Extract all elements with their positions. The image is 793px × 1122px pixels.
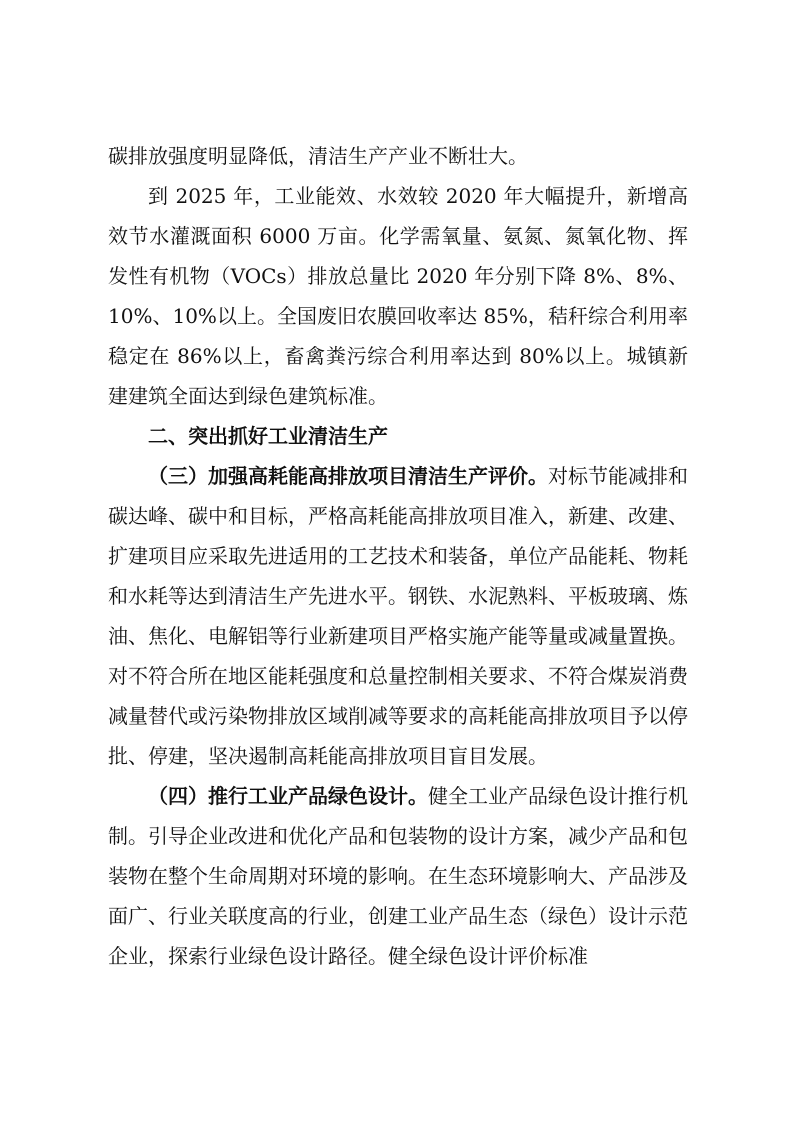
item-3-body: 对标节能减排和碳达峰、碳中和目标，严格高耗能高排放项目准入，新建、改建、扩建项目应采取先进适用的工艺技术和装备，单位产品能耗、物耗和水耗等达到清洁生产先进水平。钢铁、水泥熟料、平板玻璃、炼油、焦化、电解铝等行业新建项目严格实施产能等量或减量置换。对不符合所在地区能耗强度和总量控制相关要求、不符合煤炭消费减量替代或污染物排放区域削减等要求的高耗能高排放项目予以停批、停建，坚决遏制高耗能高排放项目盲目发展。 (108, 464, 688, 768)
item-3-paragraph (108, 456, 688, 776)
item-4-title: （四）推行工业产品绿色设计。 (148, 784, 428, 808)
item-4-body: 健全工业产品绿色设计推行机制。引导企业改进和优化产品和包装物的设计方案，减少产品和包装物在整个生命周期对环境的影响。在生态环境影响大、产品涉及面广、行业关联度高的行业，创建工业产品生态（绿色）设计示范企业，探索行业绿色设计路径。健全绿色设计评价标准 (108, 784, 688, 968)
item-3-title: （三）加强高耗能高排放项目清洁生产评价。 (148, 464, 548, 488)
section-heading: 二、突出抓好工业清洁生产 (148, 424, 388, 448)
paragraph-2025-targets: 到 2025 年，工业能效、水效较 2020 年大幅提升，新增高效节水灌溉面积 6000 万亩。化学需氧量、氨氮、氮氧化物、挥发性有机物（VOCs）排放总量比 2020 年分别下降 8%、8%、10%、10%以上。全国废旧农膜回收率达 85%，秸秆综合利用率稳定在 86%以上，畜禽粪污综合利用率达到 80%以上。城镇新建建筑全面达到绿色建筑标准。 (108, 184, 688, 408)
item-4-paragraph (108, 776, 688, 976)
paragraph-continuation: 碳排放强度明显降低，清洁生产产业不断壮大。 (108, 144, 528, 168)
document-body (108, 136, 688, 976)
